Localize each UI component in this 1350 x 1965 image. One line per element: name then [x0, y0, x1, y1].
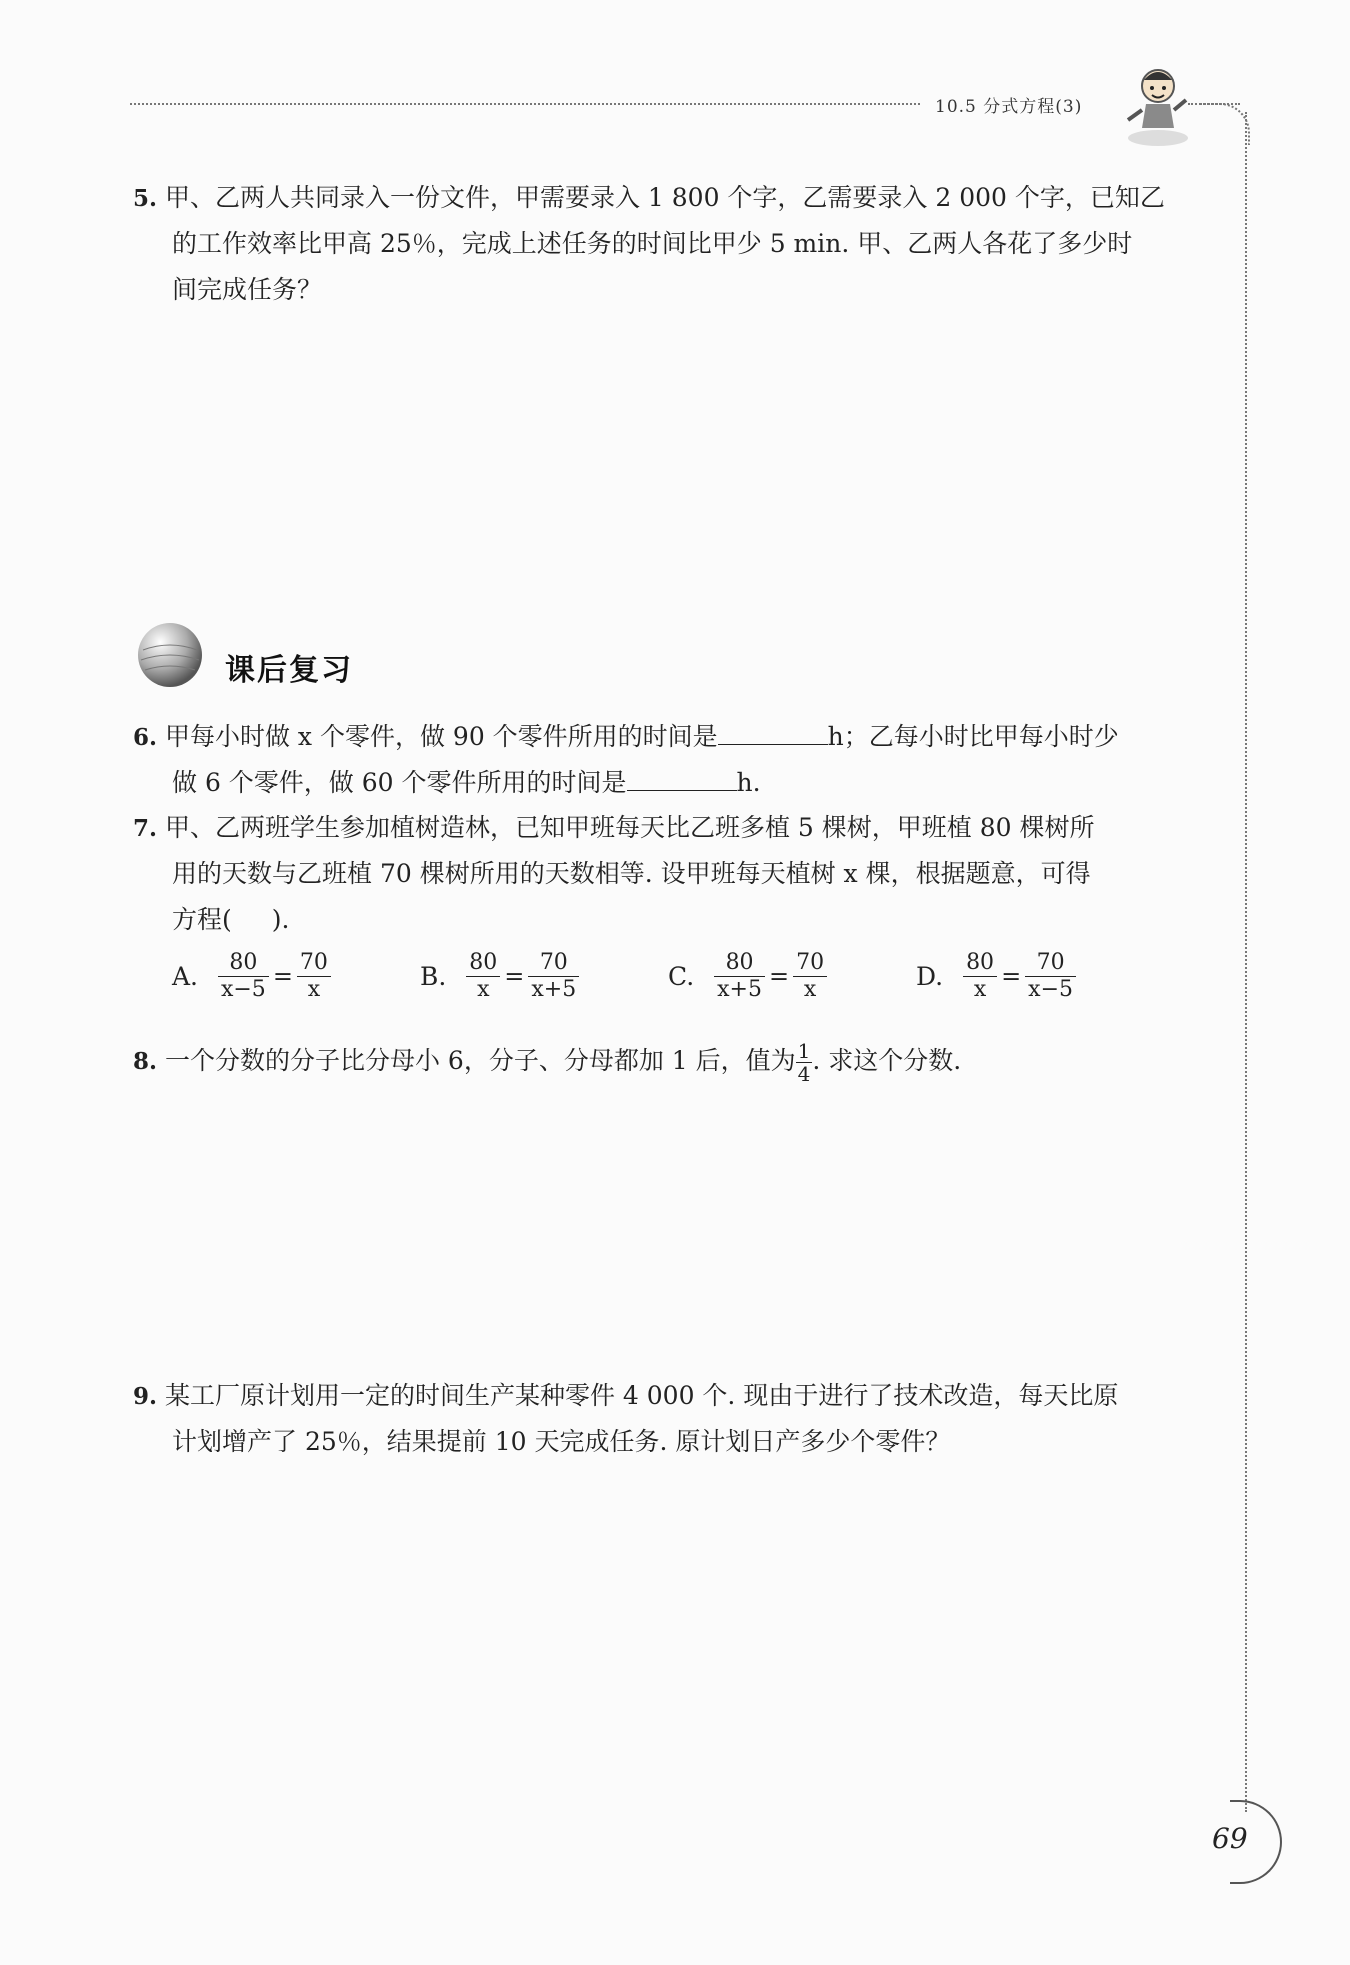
side-rule [1245, 112, 1247, 1812]
q7-line1: 7. 甲、乙两班学生参加植树造林，已知甲班每天比乙班多植 5 棵树，甲班植 80 棵树所 [133, 813, 1095, 842]
q6-line1: 6. 甲每小时做 x 个零件，做 90 个零件所用的时间是 h；乙每小时比甲每小时少 [133, 722, 1119, 751]
q7-number: 7. [133, 815, 158, 842]
header-corner [1200, 103, 1250, 145]
fraction-one-quarter: $\frac{1}{4}$ [797, 1039, 811, 1086]
q5-line3: 间完成任务？ [172, 275, 323, 304]
option-b[interactable]: B. $\frac{80}{x}$ = $\frac{70}{x+5}$ [420, 950, 583, 1003]
option-d[interactable]: D. $\frac{80}{x}$ = $\frac{70}{x-5}$ [916, 950, 1080, 1003]
section-title: 课后复习 [225, 653, 353, 688]
q7-line2: 用的天数与乙班植 70 棵树所用的天数相等. 设甲班每天植树 x 棵，根据题意，可得 [172, 859, 1091, 888]
q8-line1: 8. 一个分数的分子比分母小 6，分子、分母都加 1 后，值为 $\frac{1}{4}$ . 求这个分数. [133, 1039, 962, 1086]
q5-line2: 的工作效率比甲高 25％，完成上述任务的时间比甲少 5 min. 甲、乙两人各花了多少时 [172, 229, 1133, 258]
option-c[interactable]: C. $\frac{80}{x+5}$ = $\frac{70}{x}$ [668, 950, 831, 1003]
q7-line3: 方程( ). [172, 905, 290, 934]
section-header: 10.5 分式方程(3) [935, 97, 1083, 117]
option-a[interactable]: A. $\frac{80}{x-5}$ = $\frac{70}{x}$ [172, 950, 335, 1003]
q5-number: 5. [133, 185, 158, 212]
q9-line1: 9. 某工厂原计划用一定的时间生产某种零件 4 000 个. 现由于进行了技术改造，每天比原 [133, 1381, 1119, 1410]
answer-blank-2[interactable] [627, 766, 737, 791]
q9-line2: 计划增产了 25％，结果提前 10 天完成任务. 原计划日产多少个零件？ [172, 1427, 951, 1456]
page-number: 69 [1212, 1822, 1248, 1855]
q8-number: 8. [133, 1048, 158, 1075]
header-rule [130, 103, 920, 105]
q9-number: 9. [133, 1383, 158, 1410]
q6-line2: 做 6 个零件，做 60 个零件所用的时间是 h. [172, 768, 761, 797]
mascot-icon [1118, 58, 1198, 148]
q5-line1: 5. 甲、乙两人共同录入一份文件，甲需要录入 1 800 个字，乙需要录入 2 000 个字，已知乙 [133, 183, 1165, 212]
sphere-icon [135, 620, 205, 690]
answer-blank-1[interactable] [718, 720, 828, 745]
q6-number: 6. [133, 724, 158, 751]
